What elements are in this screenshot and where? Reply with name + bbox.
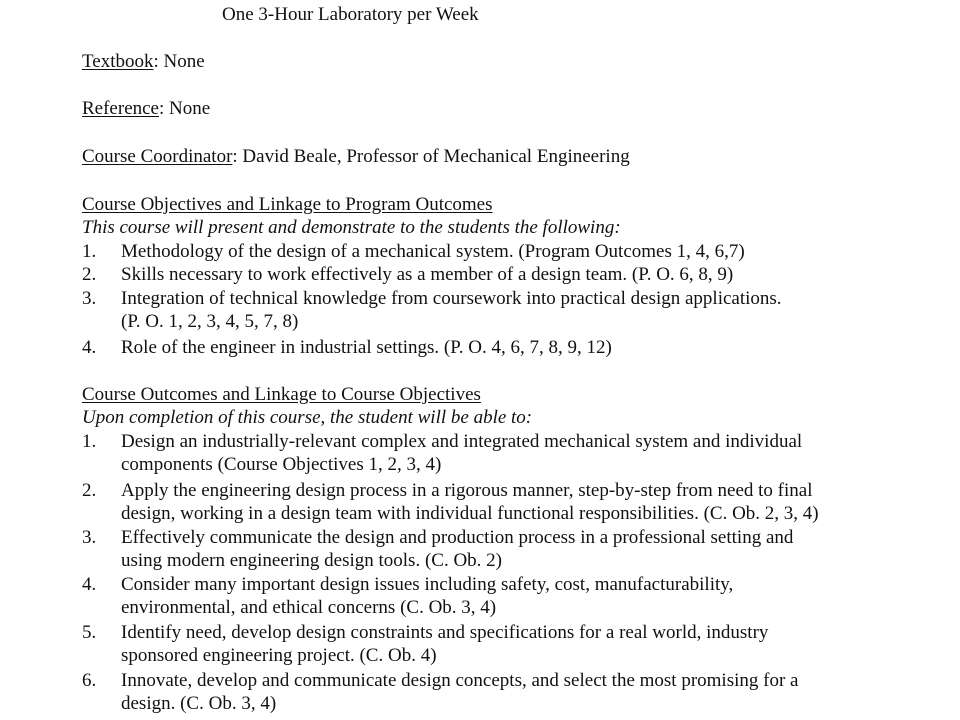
outcome-line: using modern engineering design tools. (C. Ob. 2): [121, 550, 503, 571]
outcome-line: design, working in a design team with individual functional responsibilities. (C. Ob. 2, 3, 4): [121, 503, 819, 524]
outcome-line: Design an industrially-relevant complex and integrated mechanical system and individual: [121, 431, 803, 452]
coordinator-label: Course Coordinator: [82, 146, 233, 167]
objective-num: 1.: [82, 241, 97, 262]
reference-label: Reference: [82, 98, 159, 119]
outcome-line: Innovate, develop and communicate design concepts, and select the most promising for a: [121, 670, 799, 691]
outcome-line: environmental, and ethical concerns (C. Ob. 3, 4): [121, 597, 497, 618]
textbook-label: Textbook: [82, 51, 154, 72]
outcome-line: Consider many important design issues including safety, cost, manufacturability,: [121, 574, 734, 595]
objective-line: Methodology of the design of a mechanical system. (Program Outcomes 1, 4, 6,7): [121, 241, 745, 262]
reference-value: : None: [159, 98, 211, 119]
objective-line: (P. O. 1, 2, 3, 4, 5, 7, 8): [121, 311, 299, 332]
reference-line: [82, 98, 210, 120]
lab-schedule: One 3-Hour Laboratory per Week: [222, 4, 479, 25]
outcome-num: 6.: [82, 670, 97, 691]
outcome-line: design. (C. Ob. 3, 4): [121, 693, 277, 714]
objective-num: 4.: [82, 337, 97, 358]
outcomes-intro: Upon completion of this course, the student will be able to:: [82, 407, 533, 428]
outcome-line: sponsored engineering project. (C. Ob. 4): [121, 645, 437, 666]
outcome-line: Effectively communicate the design and production process in a professional setting and: [121, 527, 794, 548]
outcome-num: 2.: [82, 480, 97, 501]
textbook-value: : None: [153, 51, 205, 72]
outcome-num: 3.: [82, 527, 97, 548]
objective-num: 2.: [82, 264, 97, 285]
coordinator-value: : David Beale, Professor of Mechanical Engineering: [232, 146, 630, 167]
outcome-line: components (Course Objectives 1, 2, 3, 4): [121, 454, 442, 475]
objectives-intro: This course will present and demonstrate to the students the following:: [82, 217, 621, 238]
textbook-line: [82, 51, 205, 73]
coordinator-line: [82, 146, 630, 168]
outcome-num: 5.: [82, 622, 97, 643]
outcome-line: Identify need, develop design constraints and specifications for a real world, industry: [121, 622, 769, 643]
objective-line: Skills necessary to work effectively as a member of a design team. (P. O. 6, 8, 9): [121, 264, 734, 285]
objective-line: Integration of technical knowledge from coursework into practical design applications.: [121, 288, 782, 309]
outcome-num: 4.: [82, 574, 97, 595]
objective-line: Role of the engineer in industrial settings. (P. O. 4, 6, 7, 8, 9, 12): [121, 337, 612, 358]
objective-num: 3.: [82, 288, 97, 309]
objectives-heading: Course Objectives and Linkage to Program Outcomes: [82, 194, 493, 215]
outcomes-heading: Course Outcomes and Linkage to Course Objectives: [82, 384, 481, 405]
outcome-num: 1.: [82, 431, 97, 452]
outcome-line: Apply the engineering design process in a rigorous manner, step-by-step from need to final: [121, 480, 813, 501]
